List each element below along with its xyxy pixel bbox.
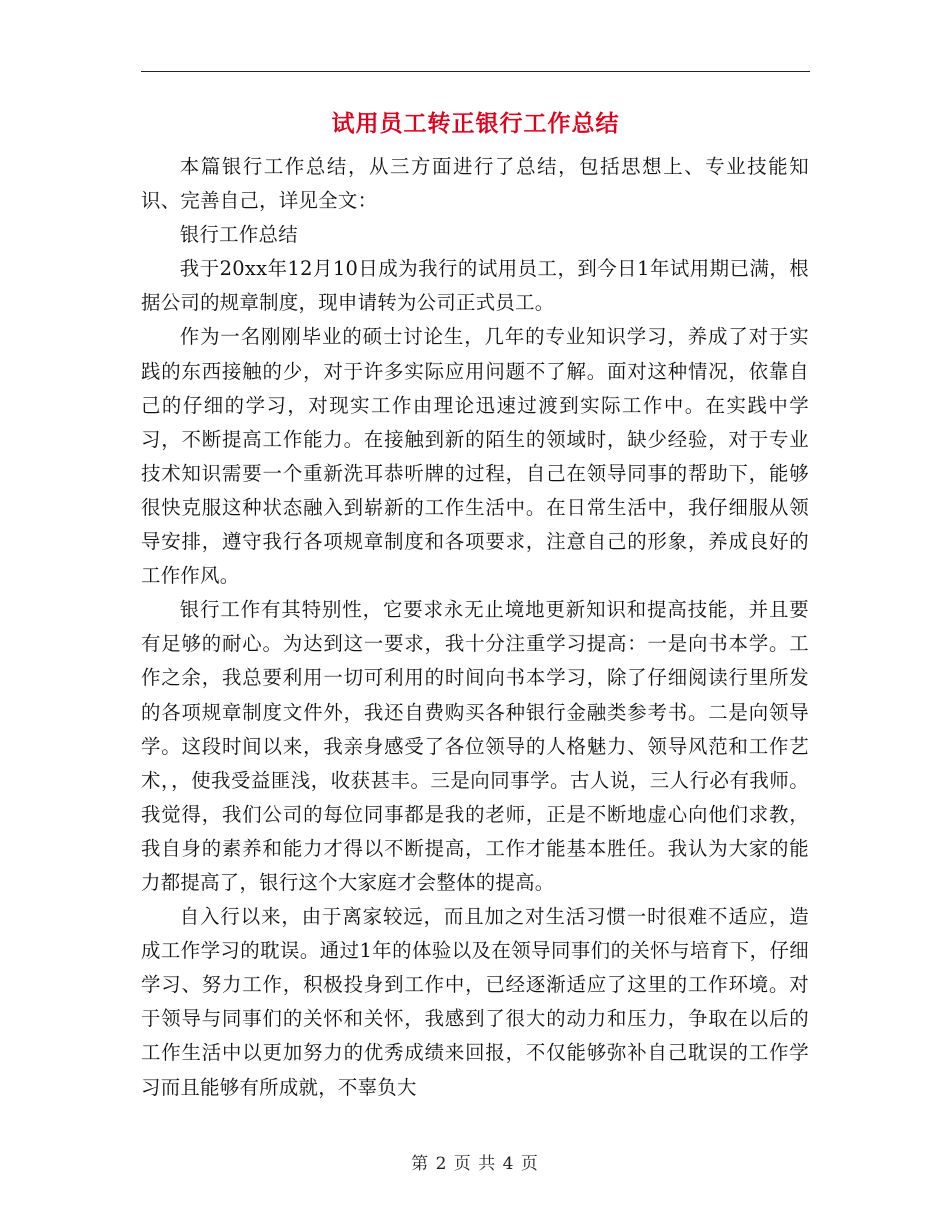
paragraph-probation: 我于20xx年12月10日成为我行的试用员工，到今日1年试用期已满，根据公司的规章制度，现申请转为公司正式员工。: [141, 257, 809, 315]
document-body: [141, 150, 809, 1105]
header-rule: [141, 71, 810, 72]
paragraph-heading: 银行工作总结: [179, 223, 298, 247]
document-title: 试用员工转正银行工作总结: [331, 110, 620, 137]
paragraph-learning: 银行工作有其特别性，它要求永无止境地更新知识和提高技能，并且要有足够的耐心。为达到这一要求，我十分注重学习提高：一是向书本学。工作之余，我总要利用一切可利用的时间向书本学习，除了仔细阅读行里所发的各项规章制度文件外，我还自费购买各种银行金融类参考书。二是向领导学。这段时间以来，我亲身感受了各位领导的人格魅力、领导风范和工作艺术，，使我受益匪浅，收获甚丰。三是向同事学。古人说，三人行必有我师。我觉得，我们公司的每位同事都是我的老师，正是不断地虚心向他们求教，我自身的素养和能力才得以不断提高，工作才能基本胜任。我认为大家的能力都提高了，银行这个大家庭才会整体的提高。: [141, 598, 809, 894]
page-number-footer: 第 2 页 共 4 页: [411, 1154, 539, 1174]
paragraph-intro: 本篇银行工作总结，从三方面进行了总结，包括思想上、专业技能知识、完善自己，详见全文：: [141, 155, 809, 213]
paragraph-adaptation: 自入行以来，由于离家较远，而且加之对生活习惯一时很难不适应，造成工作学习的耽误。通过1年的体验以及在领导同事们的关怀与培育下，仔细学习、努力工作，积极投身到工作中，已经逐渐适应了这里的工作环境。对于领导与同事们的关怀和关怀，我感到了很大的动力和压力，争取在以后的工作生活中以更加努力的优秀成绩来回报，不仅能够弥补自己耽误的工作学习而且能够有所成就，不辜负大: [141, 905, 809, 1099]
paragraph-graduate: 作为一名刚刚毕业的硕士讨论生，几年的专业知识学习，养成了对于实践的东西接触的少，对于许多实际应用问题不了解。面对这种情况，依靠自己的仔细的学习，对现实工作由理论迅速过渡到实际工作中。在实践中学习，不断提高工作能力。在接触到新的陌生的领域时，缺少经验，对于专业技术知识需要一个重新洗耳恭听牌的过程，自己在领导同事的帮助下，能够很快克服这种状态融入到崭新的工作生活中。在日常生活中，我仔细服从领导安排，遵守我行各项规章制度和各项要求，注意自己的形象，养成良好的工作作风。: [141, 325, 809, 588]
